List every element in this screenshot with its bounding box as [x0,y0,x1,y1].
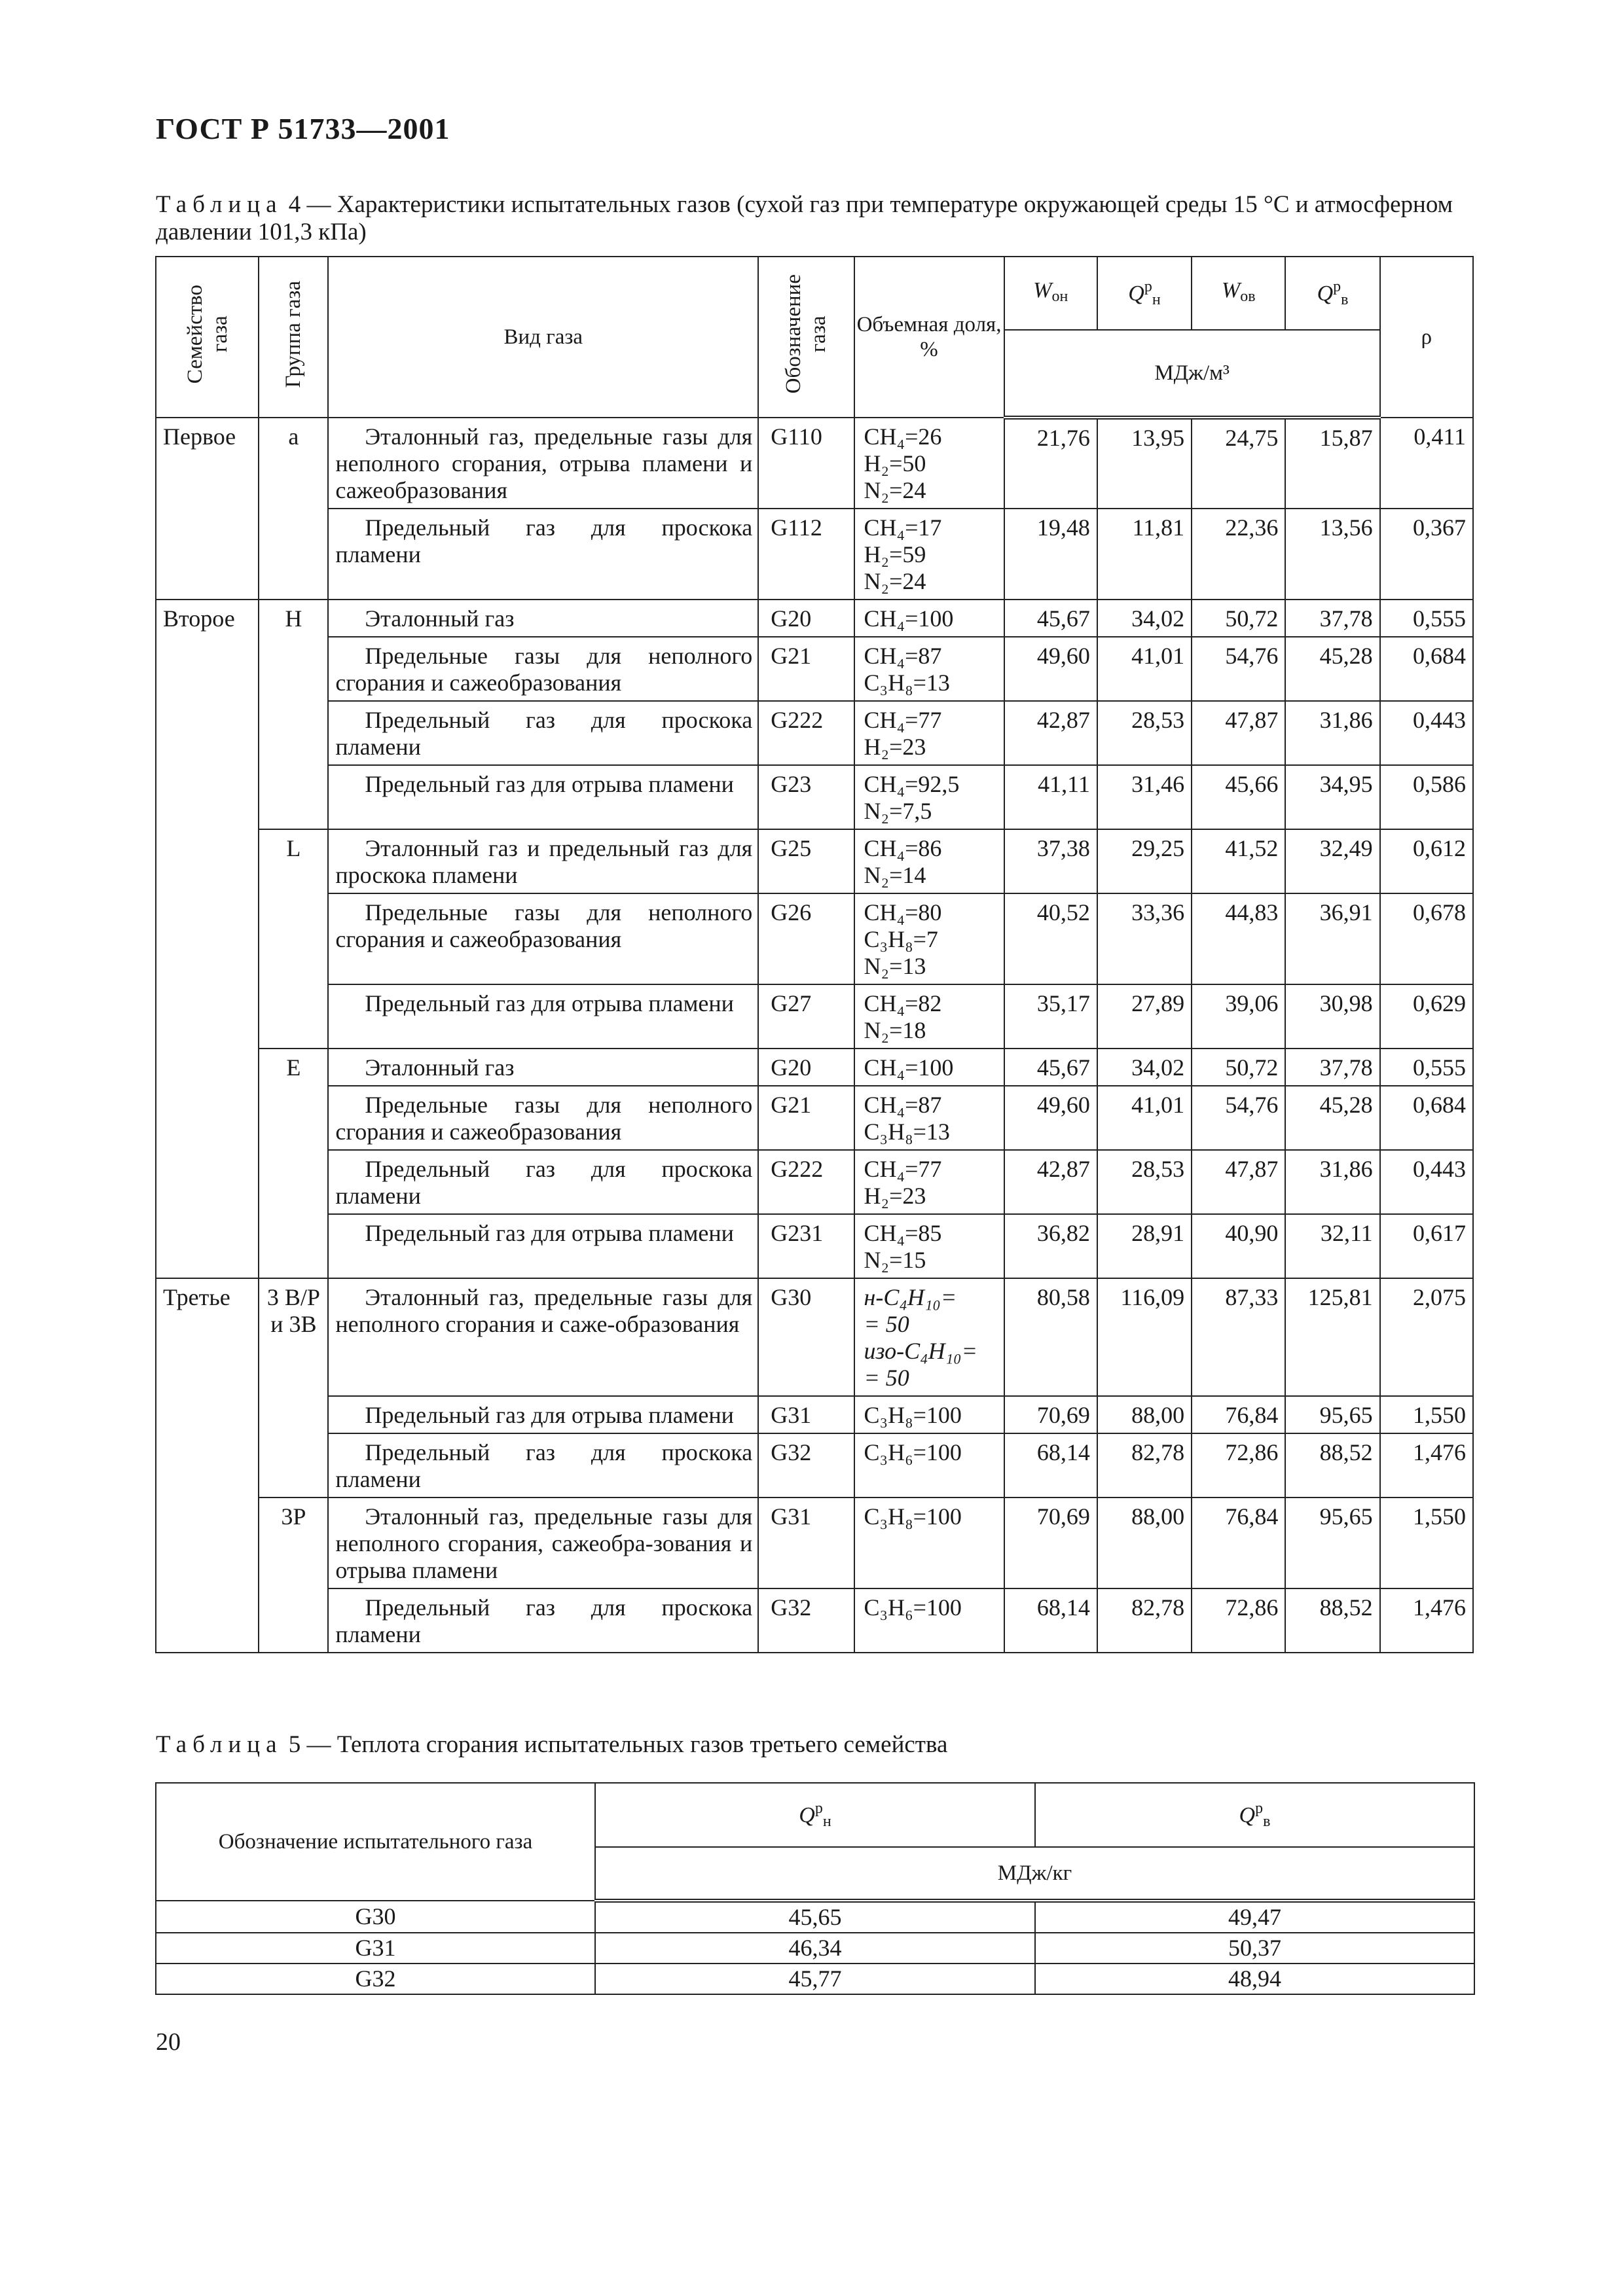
rho-cell: 0,586 [1380,765,1473,829]
table-row [156,984,1473,1049]
kind-cell: Эталонный газ, предельные газы для неполного сгорания, сажеобра-зования и отрыва пламени [328,1498,758,1588]
kind-cell: Эталонный газ и предельный газ для проскока пламени [328,829,758,893]
code-cell: G31 [758,1396,854,1433]
kind-cell: Предельные газы для неполного сгорания и сажеобразования [328,893,758,984]
header-designation: Обозначение газа [758,257,854,418]
table-row [156,1150,1473,1214]
qv-cell: 88,52 [1285,1433,1379,1498]
wov-cell: 54,76 [1192,637,1285,701]
kind-cell: Предельный газ для отрыва пламени [328,1396,758,1433]
table4-caption-word: Таблица [156,191,283,218]
header-kind: Вид газа [328,257,758,418]
header-wov: $W_{ов}$ [1192,257,1285,330]
rho-cell: 2,075 [1380,1278,1473,1396]
rho-cell: 0,617 [1380,1214,1473,1278]
header-qn: $Q^р_н$ [595,1783,1035,1847]
qv-cell: 50,37 [1035,1933,1474,1964]
code-cell: G20 [758,600,854,637]
kind-cell: Предельный газ для проскока пламени [328,701,758,765]
qn-cell: 28,53 [1097,701,1192,765]
table-row [156,1433,1473,1498]
won-cell: 45,67 [1004,1049,1097,1086]
rho-cell: 0,684 [1380,637,1473,701]
rho-cell: 1,476 [1380,1433,1473,1498]
rho-cell: 0,411 [1380,418,1473,509]
wov-cell: 41,52 [1192,829,1285,893]
table-row [156,637,1473,701]
document-header: ГОСТ Р 51733—2001 [156,112,450,145]
won-cell: 19,48 [1004,509,1097,600]
qv-cell: 13,56 [1285,509,1379,600]
wov-cell: 45,66 [1192,765,1285,829]
table-row [156,1396,1473,1433]
heat-of-combustion-table [155,1782,1475,1995]
code-cell: G21 [758,1086,854,1150]
qv-cell: 15,87 [1285,418,1379,509]
code-cell: G30 [156,1901,595,1933]
won-cell: 49,60 [1004,1086,1097,1150]
table-row [156,893,1473,984]
composition-cell: CH₄=17 H₂=59 N₂=24 [854,509,1004,600]
table5-caption [156,1731,1472,1759]
table-row [156,765,1473,829]
table4-caption-text: 4 — Характеристики испытательных газов (сухой газ при температуре окружающей среды 15 °С и атмосферном давлении 101,3 кПа) [156,191,1453,245]
wov-cell: 54,76 [1192,1086,1285,1150]
wov-cell: 44,83 [1192,893,1285,984]
code-cell: G25 [758,829,854,893]
gas-characteristics-table [155,256,1474,1653]
qv-cell: 45,28 [1285,637,1379,701]
code-cell: G21 [758,637,854,701]
kind-cell: Предельный газ для проскока пламени [328,1588,758,1653]
wov-cell: 22,36 [1192,509,1285,600]
group-cell: а [259,418,328,600]
code-cell: G112 [758,509,854,600]
group-cell: L [259,829,328,1049]
composition-cell: CH₄=100 [854,600,1004,637]
wov-cell: 47,87 [1192,1150,1285,1214]
header-fraction: Объемная доля, % [854,257,1004,418]
won-cell: 45,67 [1004,600,1097,637]
wov-cell: 50,72 [1192,600,1285,637]
header-won: $W_{он}$ [1004,257,1097,330]
qn-cell: 45,77 [595,1964,1035,1994]
composition-cell: C₃H₆=100 [854,1433,1004,1498]
qv-cell: 32,11 [1285,1214,1379,1278]
kind-cell: Предельные газы для неполного сгорания и сажеобразования [328,1086,758,1150]
won-cell: 80,58 [1004,1278,1097,1396]
qv-cell: 34,95 [1285,765,1379,829]
qv-cell: 31,86 [1285,701,1379,765]
composition-cell: CH₄=86 N₂=14 [854,829,1004,893]
qn-cell: 34,02 [1097,600,1192,637]
table5-caption-word: Таблица [156,1731,283,1758]
kind-cell: Предельный газ для проскока пламени [328,509,758,600]
header-designation: Обозначение испытательного газа [156,1783,595,1901]
wov-cell: 72,86 [1192,1433,1285,1498]
rho-cell: 0,629 [1380,984,1473,1049]
qn-cell: 88,00 [1097,1396,1192,1433]
family-cell: Второе [156,600,259,1278]
table-row [156,509,1473,600]
code-cell: G27 [758,984,854,1049]
composition-cell: CH₄=77 H₂=23 [854,1150,1004,1214]
group-cell: 3Р [259,1498,328,1653]
header-family: Семейство газа [156,257,259,418]
rho-cell: 0,443 [1380,701,1473,765]
won-cell: 21,76 [1004,418,1097,509]
qn-cell: 116,09 [1097,1278,1192,1396]
table-row [156,829,1473,893]
rho-cell: 1,550 [1380,1498,1473,1588]
code-cell: G30 [758,1278,854,1396]
composition-cell: C₃H₈=100 [854,1498,1004,1588]
wov-cell: 87,33 [1192,1278,1285,1396]
table-row [156,600,1473,637]
qn-cell: 28,53 [1097,1150,1192,1214]
composition-cell: н-C₄H₁₀= = 50 изо-C₄H₁₀= = 50 [854,1278,1004,1396]
group-cell: Е [259,1049,328,1278]
won-cell: 37,38 [1004,829,1097,893]
wov-cell: 76,84 [1192,1498,1285,1588]
won-cell: 68,14 [1004,1433,1097,1498]
qn-cell: 88,00 [1097,1498,1192,1588]
qn-cell: 13,95 [1097,418,1192,509]
won-cell: 40,52 [1004,893,1097,984]
code-cell: G32 [156,1964,595,1994]
won-cell: 42,87 [1004,701,1097,765]
qv-cell: 31,86 [1285,1150,1379,1214]
wov-cell: 76,84 [1192,1396,1285,1433]
wov-cell: 24,75 [1192,418,1285,509]
family-cell: Первое [156,418,259,600]
qn-cell: 28,91 [1097,1214,1192,1278]
wov-cell: 40,90 [1192,1214,1285,1278]
won-cell: 36,82 [1004,1214,1097,1278]
kind-cell: Эталонный газ, предельные газы для неполного сгорания и саже-образования [328,1278,758,1396]
rho-cell: 0,684 [1380,1086,1473,1150]
code-cell: G110 [758,418,854,509]
qv-cell: 37,78 [1285,600,1379,637]
qv-cell: 95,65 [1285,1498,1379,1588]
kind-cell: Предельный газ для проскока пламени [328,1433,758,1498]
wov-cell: 72,86 [1192,1588,1285,1653]
table-row [156,701,1473,765]
qn-cell: 29,25 [1097,829,1192,893]
won-cell: 49,60 [1004,637,1097,701]
kind-cell: Эталонный газ, предельные газы для неполного сгорания, отрыва пламени и сажеобразования [328,418,758,509]
group-cell: Н [259,600,328,829]
composition-cell: CH₄=80 C₃H₈=7 N₂=13 [854,893,1004,984]
code-cell: G20 [758,1049,854,1086]
header-unit: МДж/кг [595,1847,1474,1901]
won-cell: 70,69 [1004,1498,1097,1588]
won-cell: 35,17 [1004,984,1097,1049]
qv-cell: 36,91 [1285,893,1379,984]
qn-cell: 41,01 [1097,1086,1192,1150]
code-cell: G222 [758,701,854,765]
qn-cell: 33,36 [1097,893,1192,984]
rho-cell: 0,678 [1380,893,1473,984]
rho-cell: 0,555 [1380,1049,1473,1086]
qv-cell: 32,49 [1285,829,1379,893]
composition-cell: CH₄=26 H₂=50 N₂=24 [854,418,1004,509]
qn-cell: 82,78 [1097,1433,1192,1498]
composition-cell: CH₄=77 H₂=23 [854,701,1004,765]
header-qv: $Q^р_в$ [1285,257,1379,330]
qv-cell: 49,47 [1035,1901,1474,1933]
qn-cell: 82,78 [1097,1588,1192,1653]
qv-cell: 48,94 [1035,1964,1474,1994]
won-cell: 41,11 [1004,765,1097,829]
family-cell: Третье [156,1278,259,1653]
won-cell: 42,87 [1004,1150,1097,1214]
code-cell: G26 [758,893,854,984]
won-cell: 68,14 [1004,1588,1097,1653]
code-cell: G31 [156,1933,595,1964]
qv-cell: 37,78 [1285,1049,1379,1086]
composition-cell: CH₄=92,5 N₂=7,5 [854,765,1004,829]
qn-cell: 34,02 [1097,1049,1192,1086]
composition-cell: C₃H₆=100 [854,1588,1004,1653]
composition-cell: C₃H₈=100 [854,1396,1004,1433]
header-unit: МДж/м³ [1004,330,1380,418]
won-cell: 70,69 [1004,1396,1097,1433]
kind-cell: Предельные газы для неполного сгорания и сажеобразования [328,637,758,701]
wov-cell: 47,87 [1192,701,1285,765]
composition-cell: CH₄=82 N₂=18 [854,984,1004,1049]
table-row [156,1498,1473,1588]
code-cell: G31 [758,1498,854,1588]
qv-cell: 125,81 [1285,1278,1379,1396]
rho-cell: 0,612 [1380,829,1473,893]
header-qn: $Q^р_н$ [1097,257,1192,330]
qv-cell: 30,98 [1285,984,1379,1049]
table-row [156,1278,1473,1396]
composition-cell: CH₄=100 [854,1049,1004,1086]
kind-cell: Предельный газ для отрыва пламени [328,765,758,829]
table-row [156,1588,1473,1653]
rho-cell: 0,367 [1380,509,1473,600]
code-cell: G32 [758,1588,854,1653]
kind-cell: Эталонный газ [328,1049,758,1086]
wov-cell: 39,06 [1192,984,1285,1049]
table-row [156,1086,1473,1150]
qn-cell: 31,46 [1097,765,1192,829]
header-group: Группа газа [259,257,328,418]
code-cell: G222 [758,1150,854,1214]
qn-cell: 41,01 [1097,637,1192,701]
table-row [156,418,1473,509]
group-cell: 3 В/Р и 3В [259,1278,328,1498]
kind-cell: Эталонный газ [328,600,758,637]
table-row [156,1214,1473,1278]
qn-cell: 46,34 [595,1933,1035,1964]
table5-caption-text: 5 — Теплота сгорания испытательных газов третьего семейства [282,1731,948,1758]
qn-cell: 27,89 [1097,984,1192,1049]
code-cell: G32 [758,1433,854,1498]
kind-cell: Предельный газ для отрыва пламени [328,984,758,1049]
kind-cell: Предельный газ для отрыва пламени [328,1214,758,1278]
table-row [156,1933,1474,1964]
rho-cell: 1,550 [1380,1396,1473,1433]
composition-cell: CH₄=87 C₃H₈=13 [854,1086,1004,1150]
rho-cell: 1,476 [1380,1588,1473,1653]
table-row [156,1964,1474,1994]
wov-cell: 50,72 [1192,1049,1285,1086]
table4-caption [156,191,1472,246]
header-rho: ρ [1380,257,1473,418]
qn-cell: 11,81 [1097,509,1192,600]
rho-cell: 0,443 [1380,1150,1473,1214]
kind-cell: Предельный газ для проскока пламени [328,1150,758,1214]
page-number: 20 [156,2028,181,2056]
qv-cell: 45,28 [1285,1086,1379,1150]
qv-cell: 95,65 [1285,1396,1379,1433]
rho-cell: 0,555 [1380,600,1473,637]
qn-cell: 45,65 [595,1901,1035,1933]
composition-cell: CH₄=87 C₃H₈=13 [854,637,1004,701]
qv-cell: 88,52 [1285,1588,1379,1653]
code-cell: G231 [758,1214,854,1278]
table-row [156,1049,1473,1086]
header-qv: $Q^р_в$ [1035,1783,1474,1847]
table-row [156,1901,1474,1933]
composition-cell: CH₄=85 N₂=15 [854,1214,1004,1278]
code-cell: G23 [758,765,854,829]
